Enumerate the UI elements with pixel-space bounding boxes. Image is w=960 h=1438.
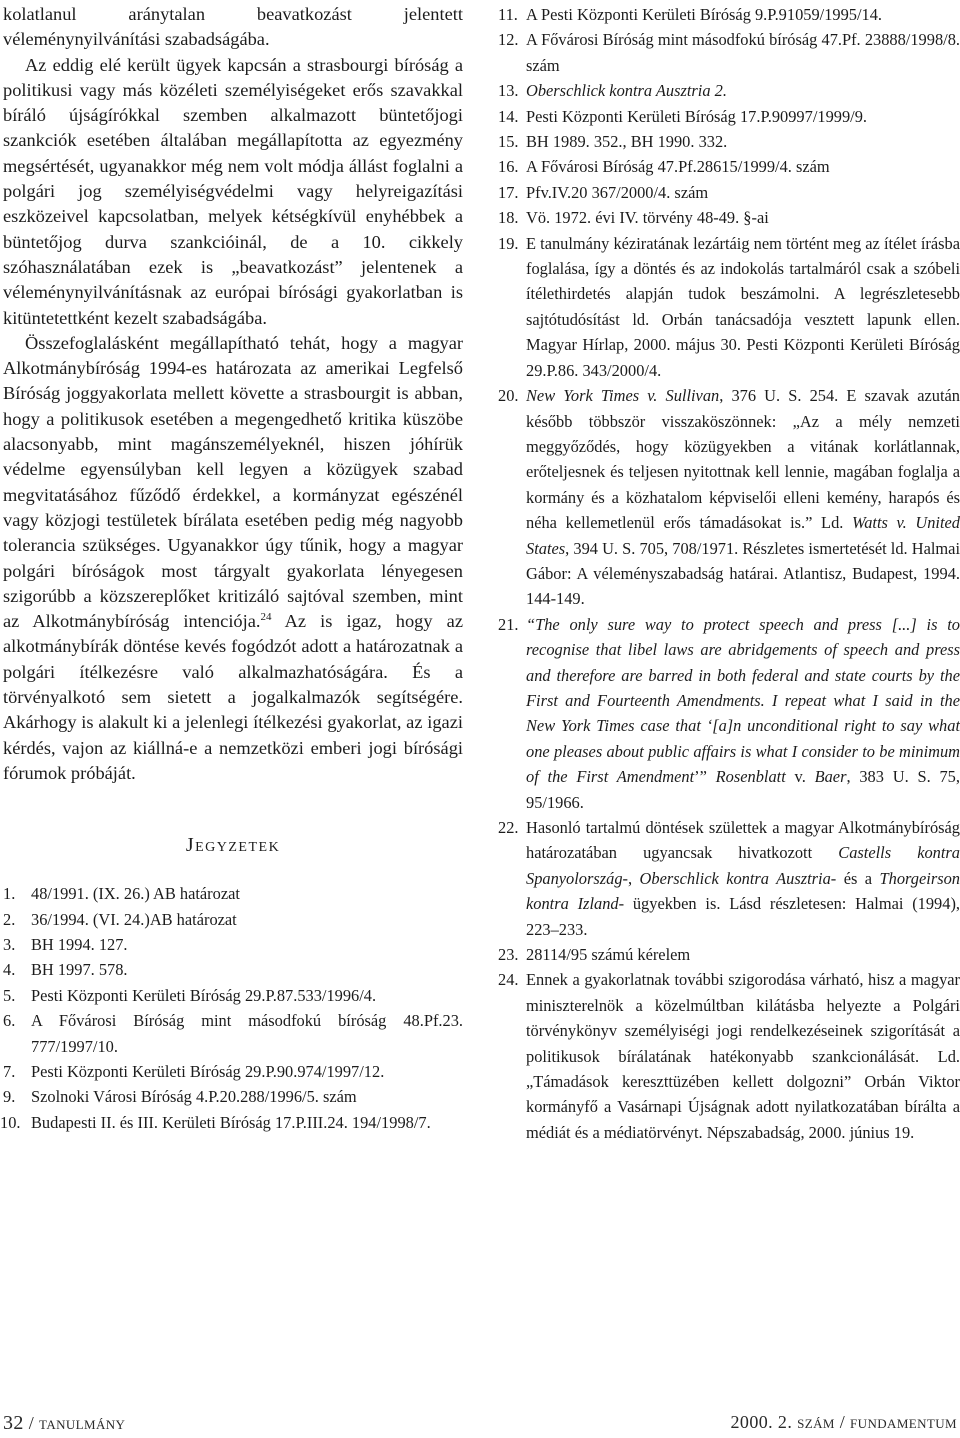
note-number: 9.	[3, 1087, 16, 1107]
quote-text: “The only sure way to protect speech and press [...] is to recognise that libel laws are abridgements of speech and press and therefore are barred in both federal and state courts by the First and Fourteenth Amendments. I repeat what I said in the New York Times case that ‘[a]n unconditional right to say what one pleases about public affairs is what I consider to be minimum of the First Amendment	[526, 614, 960, 787]
note-text: ügyekben is. Lásd részletesen: Halmai (1994), 223–233.	[526, 894, 960, 939]
footer-left	[3, 1412, 125, 1435]
note-item	[498, 942, 960, 967]
note-text: Pfv.IV.20 367/2000/4. szám	[526, 182, 709, 202]
note-item	[498, 205, 960, 230]
note-text: A Fővárosi Bíróság 47.Pf.28615/1999/4. szám	[526, 157, 830, 177]
note-number: 17.	[498, 182, 519, 202]
note-number: 23.	[498, 945, 519, 965]
note-text: v.	[785, 767, 815, 787]
notes-heading: Jegyzetek	[185, 834, 281, 857]
note-text: Budapesti II. és III. Kerületi Bíróság 17.P.III.24. 194/1998/7.	[31, 1112, 431, 1132]
case-name: Watts v. United States	[526, 513, 960, 558]
note-item	[3, 932, 463, 957]
case-name: Baer	[814, 767, 847, 787]
note-text: Ennek a gyakorlatnak további szigorodása várható, hisz a magyar miniszterelnök a közelmúltban kilátásba helyezte a Polgári törvénykönyv személyiségi jogi rendelkezéseinek szigorítását a politikusok bírálatának hatékonyabb szankcionálását. Ld. „Támadások kereszttüzében kellett dolgozni” Orbán Viktor kormányfő a Vasárnapi Újságnak adott nyilatkozatában bírálta a médiát és a médiatörvényt. Népszabadság, 2000. június 19.	[526, 970, 960, 1142]
note-text: Pesti Központi Kerületi Bíróság 17.P.90997/1999/9.	[526, 106, 868, 126]
footer-right: 2000. 2. szám / fundamentum	[730, 1412, 957, 1432]
note-number: 15.	[498, 132, 519, 152]
note-number: 5.	[3, 985, 16, 1005]
case-name: Rosenblatt	[715, 767, 786, 787]
notes-list-right	[498, 2, 960, 1145]
case-name: Oberschlick kontra Ausztria 2.	[526, 81, 727, 101]
body-paragraph: Az eddig elé került ügyek kapcsán a strasbourgi bíróság a politikusi vagy más közéleti személyiségeket erős szavakkal bíráló újságírókkal szemben alkalmazott büntetőjogi szankciók esetében általában megállapította az egyezmény megsértését, ugyanakkor még nem volt módja állást foglalni a polgári jog személyiségvédelmi vagy helyreigazítási eszközeivel kapcsolatban, melyek kétségkívül enyhébbek a büntetőjog durva szankcióinál, de a 10. cikkely szóhasználatában ezek is „beavatkozást” jelentenek a véleménynyilvánításnak az európai bírósági gyakorlatban is kitüntetettként kezelt szabadságába.	[3, 54, 463, 328]
case-name: Oberschlick kontra Ausztria-	[639, 868, 837, 888]
note-item	[498, 967, 960, 1145]
note-number: 13.	[498, 81, 519, 101]
body-paragraph	[3, 331, 463, 786]
note-text: BH 1989. 352., BH 1990. 332.	[526, 132, 728, 152]
footnote-ref[interactable]: 24	[260, 611, 272, 623]
note-number: 16.	[498, 157, 519, 177]
note-text: 48/1991. (IX. 26.) AB határozat	[31, 884, 240, 904]
note-item	[3, 957, 463, 982]
note-number: 6.	[3, 1011, 16, 1031]
note-number: 10.	[0, 1112, 21, 1132]
note-text: 36/1994. (VI. 24.)AB határozat	[31, 909, 237, 929]
note-number: 1.	[3, 884, 16, 904]
note-number: 12.	[498, 30, 519, 50]
note-item	[498, 2, 960, 27]
note-item	[3, 983, 463, 1008]
note-number: 7.	[3, 1062, 16, 1082]
note-item	[498, 231, 960, 383]
case-name: Castells kontra Spanyolország-	[526, 843, 960, 888]
note-text: ’”	[694, 767, 716, 787]
note-item	[498, 129, 960, 154]
note-text: Vö. 1972. évi IV. törvény 48-49. §-ai	[526, 208, 769, 228]
note-number: 11.	[498, 5, 518, 24]
note-number: 21.	[498, 614, 519, 634]
note-text: BH 1997. 578.	[31, 960, 128, 980]
note-text: Pesti Központi Kerületi Bíróság 29.P.87.533/1996/4.	[31, 985, 377, 1005]
note-item	[3, 1008, 463, 1059]
note-number: 24.	[498, 970, 519, 990]
note-text: A Pesti Központi Kerületi Bíróság 9.P.91059/1995/14.	[526, 5, 883, 24]
body-paragraph: kolatlanul aránytalan beavatkozást jelentett véleménynyilvánítási szabadságába.	[3, 4, 463, 50]
note-text: , 376 U. S. 254. E szavak azután később többször visszaköszönnek: „Az a mély nemzeti meggyőződés, hogy közügyekben a vitának korlátlannak, erőteljesnek és teljesen nyitottnak kell lennie, magában foglalja a kormány és a közhatalom képviselői elleni kemény, harapós és néha kellemetlenül erős támadásokat is.” Ld.	[526, 386, 960, 533]
note-text: A Fővárosi Bíróság mint másodfokú bíróság 48.Pf.23. 777/1997/10.	[31, 1011, 463, 1056]
note-number: 14.	[498, 106, 519, 126]
note-item	[498, 815, 960, 942]
note-item	[3, 1084, 463, 1109]
note-item	[3, 907, 463, 932]
case-name: New York Times v. Sullivan	[526, 386, 720, 406]
note-number: 20.	[498, 386, 519, 406]
page-number: 32	[3, 1412, 24, 1434]
note-text: BH 1994. 127.	[31, 935, 128, 955]
note-text: , 394 U. S. 705, 708/1971. Részletes ismertetését ld. Halmai Gábor: A véleményszabadság határai. Atlantisz, Budapest, 1994. 144-149.	[526, 538, 960, 609]
note-number: 19.	[498, 233, 519, 253]
note-item	[498, 78, 960, 103]
note-item	[498, 154, 960, 179]
notes-list-left	[0, 881, 463, 1135]
note-text: és a	[836, 868, 880, 888]
note-item	[498, 612, 960, 815]
note-item	[3, 1059, 463, 1084]
note-number: 4.	[3, 960, 16, 980]
note-number: 22.	[498, 818, 519, 837]
note-text: E tanulmány kéziratának lezártáig nem történt meg az ítélet írásba foglalása, így a döntés és az indokolás tartalmáról csak a szóbeli ítélethirdetés alapján tudok beszámolni. A legrészletesebb sajtótudósítást ld. Orbán tanácsadója vesztett lapunk ellen. Magyar Hírlap, 2000. május 30. Pesti Központi Kerületi Bíróság 29.P.86. 343/2000/4.	[526, 233, 960, 380]
note-item	[0, 1110, 463, 1135]
note-text: 28114/95 számú kérelem	[526, 945, 691, 965]
right-column	[498, 2, 960, 1145]
body-text: Összefoglalásként megállapítható tehát, hogy a magyar Alkotmánybíróság 1994-es határozata az amerikai Legfelső Bíróság joggyakorlata mellett követte a strasbourgit is abban, hogy a politikusok esetében a megengedhető kritika küszöbe alacsonyabb, mint magánszemélyeknél, hiszen jóhírük védelme egyensúlyban kell legyen a közügyek szabad megvitatásához fűződő érdekkel, a kormányzat egészénél vagy közjogi testületek bírálata esetében pedig még nagyobb tolerancia szükséges. Ugyanakkor úgy tűnik, hogy a magyar polgári bíróságok most tárgyalt gyakorlata lényegesen szigorúbb a közszereplőket kritizáló sajtóval szemben, mint az Alkotmánybíróság intenciója.	[3, 332, 463, 632]
case-name: Thorgeirson kontra Izland-	[526, 868, 960, 914]
note-text: ,	[628, 868, 640, 888]
note-number: 18.	[498, 208, 519, 228]
note-number: 3.	[3, 935, 16, 955]
note-item	[498, 383, 960, 612]
note-item	[498, 180, 960, 205]
left-column	[0, 2, 463, 1135]
note-text: Pesti Központi Kerületi Bíróság 29.P.90.974/1997/12.	[31, 1062, 385, 1082]
body-text: Az is igaz, hogy az alkotmánybírák döntése kevés fogódzót adott a határozatnak a polgári ítélkezésre való alkalmazhatóságára. És a törvényalkotó sem sietett a jogalkalmazók segítségére. Akárhogy is alakult ki a jelenlegi ítélkezési gyakorlat, az igazi kérdés, vajon az kiállná-e a nemzetközi emberi jogi bírósági fórumok próbáját.	[3, 611, 463, 783]
note-item	[498, 27, 960, 78]
note-item	[3, 881, 463, 906]
note-text: Szolnoki Városi Bíróság 4.P.20.288/1996/5. szám	[31, 1087, 357, 1107]
section-label: / tanulmány	[23, 1413, 126, 1433]
note-text: Hasonló tartalmú döntések születtek a magyar Alkotmánybíróság határozatában ugyancsak hivatkozott	[526, 818, 960, 863]
note-text: A Fővárosi Bíróság mint másodfokú bíróság 47.Pf. 23888/1998/8. szám	[526, 30, 960, 75]
note-item	[498, 104, 960, 129]
note-text: , 383 U. S. 75, 95/1966.	[526, 767, 960, 812]
note-number: 2.	[3, 909, 16, 929]
